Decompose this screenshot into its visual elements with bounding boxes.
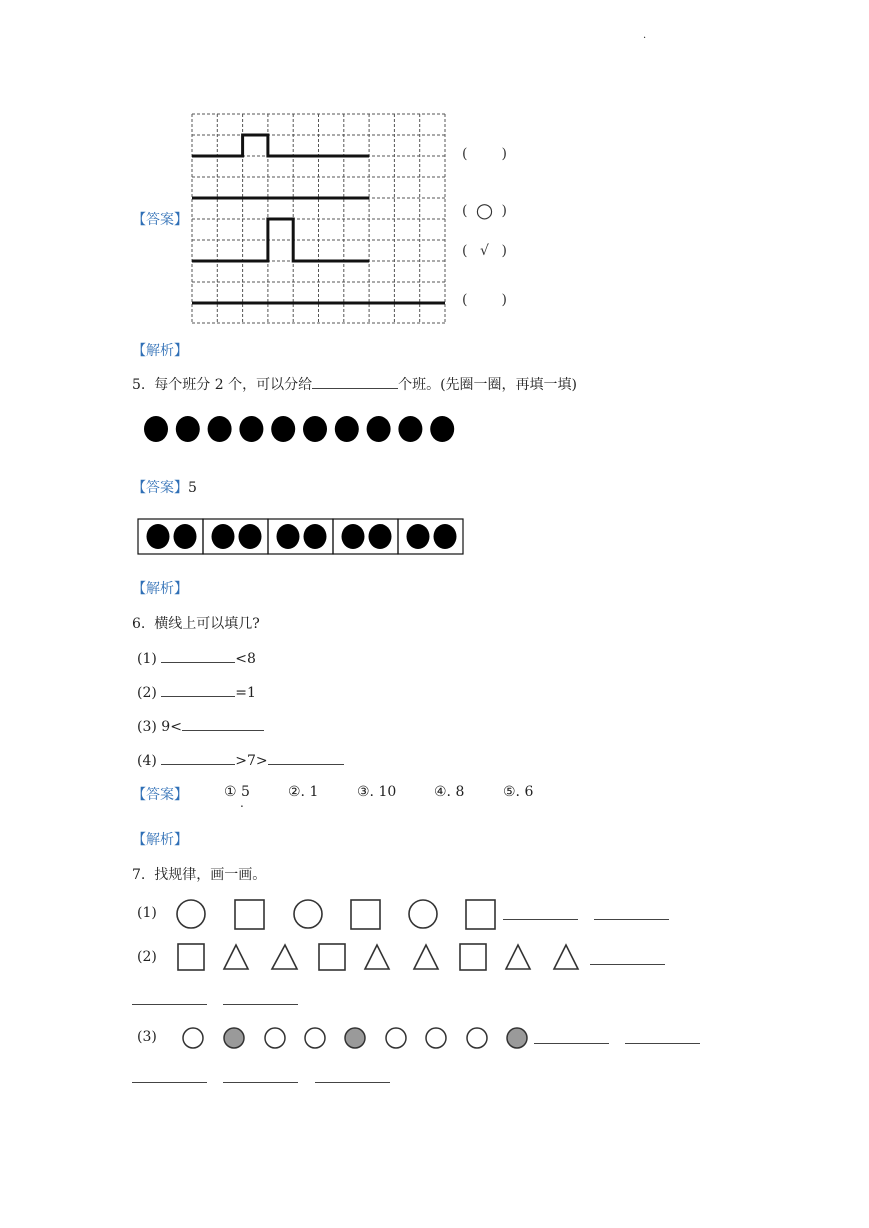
triangle-shape xyxy=(554,945,578,969)
q5-answer-line xyxy=(132,477,197,497)
q7-number: 7. xyxy=(132,867,146,883)
triangle-shape xyxy=(506,945,530,969)
black-dot xyxy=(147,524,170,549)
empty-circle-shape xyxy=(305,1028,325,1048)
page-dot: . xyxy=(643,30,647,41)
filled-circle-shape xyxy=(345,1028,365,1048)
q4-grid-figure xyxy=(192,114,448,326)
q4-paren-1: ( ) xyxy=(462,146,507,162)
q6-answer-5: ⑤. 6 xyxy=(503,784,534,800)
q7-row2-blank-1[interactable] xyxy=(590,950,665,965)
black-dot xyxy=(369,524,392,549)
q4-paren-2: ( ○ ) xyxy=(462,198,507,222)
q6-number: 6. xyxy=(132,616,146,632)
black-dot xyxy=(367,416,391,442)
q6-blank-4a[interactable] xyxy=(161,750,235,765)
q6-question xyxy=(132,613,260,633)
q7-stem: 找规律，画一画。 xyxy=(154,867,267,883)
q5-text-before: 每个班分 2 个，可以分给 xyxy=(154,377,313,393)
black-dot xyxy=(176,416,200,442)
q7-row3-blank-2[interactable] xyxy=(625,1029,700,1044)
black-dot xyxy=(430,416,454,442)
q7-row1-blank-2[interactable] xyxy=(594,905,669,920)
analysis-tag-q5: 【解析】 xyxy=(132,581,188,597)
q6-stem: 横线上可以填几? xyxy=(154,616,260,632)
black-dot xyxy=(271,416,295,442)
q7-row3-blank-3[interactable] xyxy=(132,1068,207,1083)
q7-question xyxy=(132,864,266,884)
q6-item-1 xyxy=(137,648,256,667)
q7-row2-blank-2[interactable] xyxy=(132,990,207,1005)
q5-grouped-dots-figure xyxy=(137,518,467,558)
q6-blank-2[interactable] xyxy=(161,682,235,697)
q6-item-2 xyxy=(137,682,256,701)
q6-blank-1[interactable] xyxy=(161,648,235,663)
circle-shape xyxy=(177,900,205,928)
empty-circle-shape xyxy=(183,1028,203,1048)
q7-row1-pattern xyxy=(174,898,504,932)
black-dot xyxy=(303,416,327,442)
q6-answer-4: ④. 8 xyxy=(434,784,465,800)
q7-row3-blank-4[interactable] xyxy=(223,1068,298,1083)
q7-row3-pattern xyxy=(180,1024,540,1054)
q6-item-label: (1) xyxy=(137,651,157,667)
filled-circle-shape xyxy=(507,1028,527,1048)
black-dot xyxy=(174,524,197,549)
q6-item-3 xyxy=(137,716,264,735)
q6-answer-2: ②. 1 xyxy=(288,784,319,800)
q6-blank-3[interactable] xyxy=(182,716,264,731)
q5-text-after: 个班。(先圈一圈，再填一填) xyxy=(398,377,578,393)
q7-row3-blank-5[interactable] xyxy=(315,1068,390,1083)
q5-question xyxy=(132,374,577,394)
q5-number: 5. xyxy=(132,377,146,393)
q7-row1-blank-1[interactable] xyxy=(503,905,578,920)
empty-circle-shape xyxy=(265,1028,285,1048)
q7-row1-label: (1) xyxy=(137,905,157,921)
empty-circle-shape xyxy=(467,1028,487,1048)
q7-row3-blank-1[interactable] xyxy=(534,1029,609,1044)
q6-item-4 xyxy=(137,750,344,769)
q4-paren-4: ( ) xyxy=(462,292,507,308)
q5-dots-figure xyxy=(140,415,460,445)
black-dot xyxy=(208,416,232,442)
filled-circle-shape xyxy=(224,1028,244,1048)
answer-tag-q6: 【答案】 xyxy=(132,787,188,803)
q6-item-label: (2) xyxy=(137,685,157,701)
q7-row3-label: (3) xyxy=(137,1029,157,1045)
analysis-tag-q4: 【解析】 xyxy=(132,343,188,359)
q4-paren-3: ( √ ) xyxy=(462,243,507,259)
q6-item-after: =1 xyxy=(235,685,256,701)
triangle-shape xyxy=(272,945,297,969)
black-dot xyxy=(407,524,430,549)
q6-blank-4b[interactable] xyxy=(268,750,344,765)
triangle-shape xyxy=(365,945,389,969)
circle-shape xyxy=(294,900,322,928)
q6-item-after: >7> xyxy=(235,753,268,769)
q7-row2-pattern xyxy=(174,941,594,975)
q6-item-before: 9< xyxy=(161,719,182,735)
q6-item-after: <8 xyxy=(235,651,256,667)
black-dot xyxy=(304,524,327,549)
q5-answer-blank[interactable] xyxy=(312,374,398,389)
black-dot xyxy=(434,524,457,549)
empty-circle-shape xyxy=(426,1028,446,1048)
triangle-shape xyxy=(414,945,438,969)
black-dot xyxy=(277,524,300,549)
q5-answer-value: 5 xyxy=(188,480,197,496)
triangle-shape xyxy=(224,945,248,969)
q6-item-label: (4) xyxy=(137,753,157,769)
q6-answer-3: ③. 10 xyxy=(357,784,397,800)
q7-row2-label: (2) xyxy=(137,949,157,965)
analysis-tag-q6: 【解析】 xyxy=(132,832,188,848)
black-dot xyxy=(239,524,262,549)
square-shape xyxy=(466,900,495,929)
q6-item-label: (3) xyxy=(137,719,157,735)
square-shape xyxy=(351,900,380,929)
black-dot xyxy=(398,416,422,442)
black-dot xyxy=(335,416,359,442)
square-shape xyxy=(460,944,486,970)
empty-circle-shape xyxy=(386,1028,406,1048)
q6-answer-line xyxy=(132,784,188,804)
black-dot xyxy=(144,416,168,442)
black-dot xyxy=(239,416,263,442)
q6-answer-1: ① 5 xyxy=(224,784,250,800)
answer-tag-q5: 【答案】 xyxy=(132,480,188,496)
black-dot xyxy=(342,524,365,549)
square-shape xyxy=(178,944,204,970)
square-shape xyxy=(235,900,264,929)
circle-shape xyxy=(409,900,437,928)
q7-row2-blank-3[interactable] xyxy=(223,990,298,1005)
black-dot xyxy=(212,524,235,549)
square-shape xyxy=(319,944,345,970)
answer-tag-q4: 【答案】 xyxy=(132,212,188,228)
q6-answer-dot: . xyxy=(240,796,244,810)
